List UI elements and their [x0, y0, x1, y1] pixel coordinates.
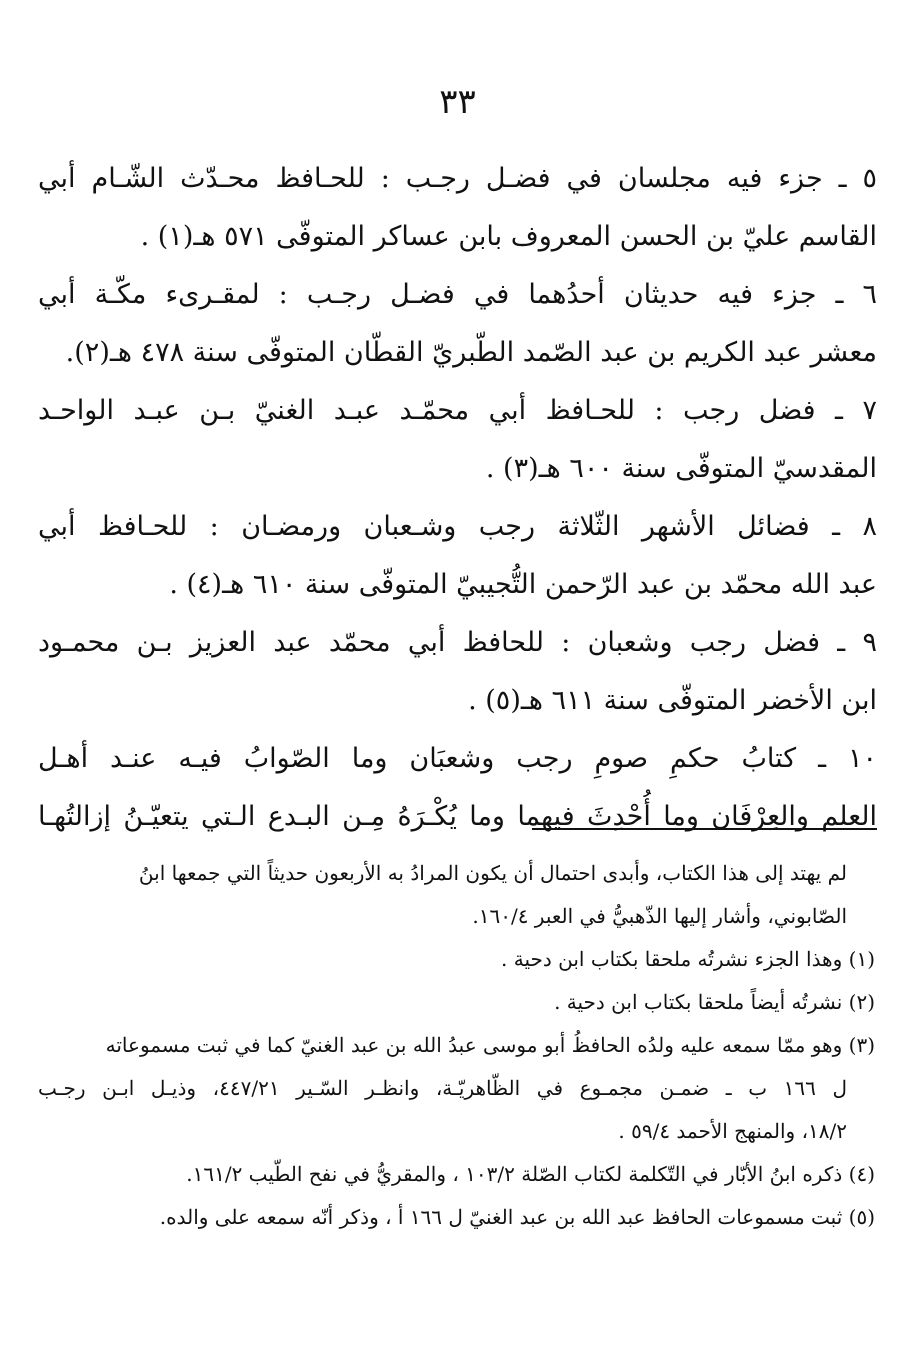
footnote-line: ١٨/٢، والمنهج الأحمد ٥٩/٤ . [618, 1119, 847, 1143]
footnotes [38, 852, 877, 1239]
footnote-2 [38, 981, 877, 1024]
footnote-line [38, 938, 877, 981]
footnote-line: ل ١٦٦ ب ـ ضمـن مجمـوع في الظّاهريّـة، وانظـر السّـير ٤٤٧/٢١، وذيـل ابـن رجـب [38, 1076, 848, 1100]
footnote-line [38, 981, 877, 1024]
entry-line: ١٠ ـ كتابُ حكمِ صومِ رجب وشعبَان وما الصّوابُ فيـه عنـد أهـل [38, 743, 877, 774]
footnote-text: نشرتُه أيضاً ملحقا بكتاب ابن دحية . [554, 990, 843, 1014]
footnote-line [38, 1196, 877, 1239]
entry-line: ٧ ـ فضل رجب : للحـافظ أبي محمّـد عبـد الغنيّ بـن عبـد الواحـد [38, 395, 877, 426]
footnote-line: لم يهتد إلى هذا الكتاب، وأبدى احتمال أن يكون المرادُ به الأربعون حديثاً التي جمعها ابنُ [138, 861, 847, 885]
entry-line: عبد الله محمّد بن عبد الرّحمن التُّجيبيّ المتوفّى سنة ٦١٠ هـ(٤) . [169, 569, 877, 600]
footnote-label: (١) [848, 947, 875, 971]
footnote-continuation [38, 852, 877, 938]
main-text [38, 150, 877, 846]
entry-6 [38, 266, 877, 382]
entry-line: معشر عبد الكريم بن عبد الصّمد الطّبريّ القطّان المتوفّى سنة ٤٧٨ هـ(٢). [65, 337, 877, 368]
entry-5 [38, 150, 877, 266]
entry-line: المقدسيّ المتوفّى سنة ٦٠٠ هـ(٣) . [485, 453, 877, 484]
entry-line: ٦ ـ جزء فيه حديثان أحدُهما في فضـل رجـب : لمقـرىء مكّـة أبي [38, 279, 877, 310]
footnote-text: وهو ممّا سمعه عليه ولدُه الحافظُ أبو موسى عبدُ الله بن عبد الغنيّ كما في ثبت مسموعاته [105, 1033, 843, 1057]
entry-7 [38, 382, 877, 498]
footnote-text: ذكره ابنُ الأبّار في التّكلمة لكتاب الصّلة ١٠٣/٢ ، والمقريُّ في نفح الطّيب ١٦١/٢. [186, 1162, 843, 1186]
entry-line: ٩ ـ فضل رجب وشعبان : للحافظ أبي محمّد عبد العزيز بـن محمـود [38, 627, 877, 658]
footnote-1 [38, 938, 877, 981]
entry-9 [38, 614, 877, 730]
footnote-label: (٥) [848, 1205, 875, 1229]
entry-8 [38, 498, 877, 614]
footnote-label: (٢) [848, 990, 875, 1014]
footnote-label: (٤) [848, 1162, 875, 1186]
footnote-4 [38, 1153, 877, 1196]
entry-line: القاسم عليّ بن الحسن المعروف بابن عساكر المتوفّى ٥٧١ هـ(١) . [140, 221, 877, 252]
page-number: ٣٣ [439, 82, 476, 122]
footnote-text: وهذا الجزء نشرتُه ملحقا بكتاب ابن دحية . [501, 947, 843, 971]
footnote-line: الصّابوني، وأشار إليها الذّهبيُّ في العبر ١٦٠/٤. [472, 904, 847, 928]
entry-line: ٨ ـ فضائل الأشهر الثّلاثة رجب وشـعبان ورمضـان : للحـافظ أبي [38, 511, 877, 542]
footnote-text: ثبت مسموعات الحافظ عبد الله بن عبد الغنيّ ل ١٦٦ أ ، وذكر أنّه سمعه على والده. [159, 1205, 843, 1229]
entry-line: ٥ ـ جزء فيه مجلسان في فضـل رجـب : للحـافظ محـدّث الشّـام أبي [38, 163, 877, 194]
footnote-separator [532, 828, 877, 830]
footnote-line [38, 1024, 877, 1067]
footnote-5 [38, 1196, 877, 1239]
footnote-3 [38, 1024, 877, 1153]
footnote-line [38, 1153, 877, 1196]
footnote-label: (٣) [848, 1033, 875, 1057]
entry-line: ابن الأخضر المتوفّى سنة ٦١١ هـ(٥) . [468, 685, 877, 716]
entry-line: العلم والعِرْفَان وما أُحْدِثَ فيهما وما يُكْـرَهُ مِـن البـدع الـتي يتعيّـنُ إزالتُهـا [38, 801, 877, 832]
